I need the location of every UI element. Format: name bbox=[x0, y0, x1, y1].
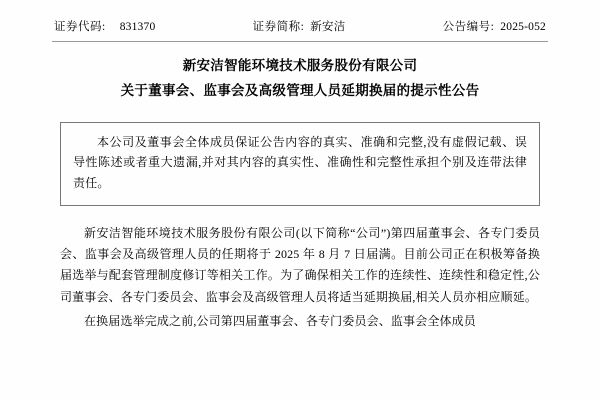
security-name bbox=[253, 18, 346, 34]
header-divider bbox=[52, 41, 548, 42]
document-header bbox=[52, 18, 548, 34]
page-subtitle: 关于董事会、监事会及高级管理人员延期换届的提示性公告 bbox=[120, 82, 480, 98]
body-content bbox=[60, 223, 540, 333]
disclaimer-text: 本公司及董事会全体成员保证公告内容的真实、准确和完整,没有虚假记载、误导性陈述或者重大遗漏,并对其内容的真实性、准确性和完整性承担个别及连带法律责任。 bbox=[73, 134, 527, 191]
announcement-number bbox=[443, 18, 546, 34]
body-paragraph-2: 在换届选举完成之前,公司第四届董事会、各专门委员会、监事会全体成员 bbox=[84, 314, 476, 329]
security-code-value: 831370 bbox=[119, 21, 156, 33]
page-title: 新安洁智能环境技术服务股份有限公司 bbox=[182, 58, 418, 73]
disclaimer-box bbox=[60, 122, 540, 206]
body-paragraph-1: 新安洁智能环境技术服务股份有限公司(以下简称“公司”)第四届董事会、各专门委员会、监事会及高级管理人员的任期将于 2025 年 8 月 7 日届满。目前公司正在积极筹备换届选举与配套管理制度修订等相关工作。为了确保相关工作的连续性、连续性和稳定性,公司董事会、各专门委员会、监事会及高级管理人员将适当延期换届,相关人员亦相应顺延。 bbox=[60, 225, 540, 304]
security-name-value: 新安洁 bbox=[310, 21, 346, 33]
announcement-number-value: 2025-052 bbox=[500, 21, 546, 33]
security-code bbox=[54, 18, 155, 34]
announcement-number-label: 公告编号: bbox=[442, 21, 495, 33]
security-name-label: 证券简称: bbox=[252, 21, 305, 33]
security-code-label: 证券代码: bbox=[54, 21, 106, 33]
